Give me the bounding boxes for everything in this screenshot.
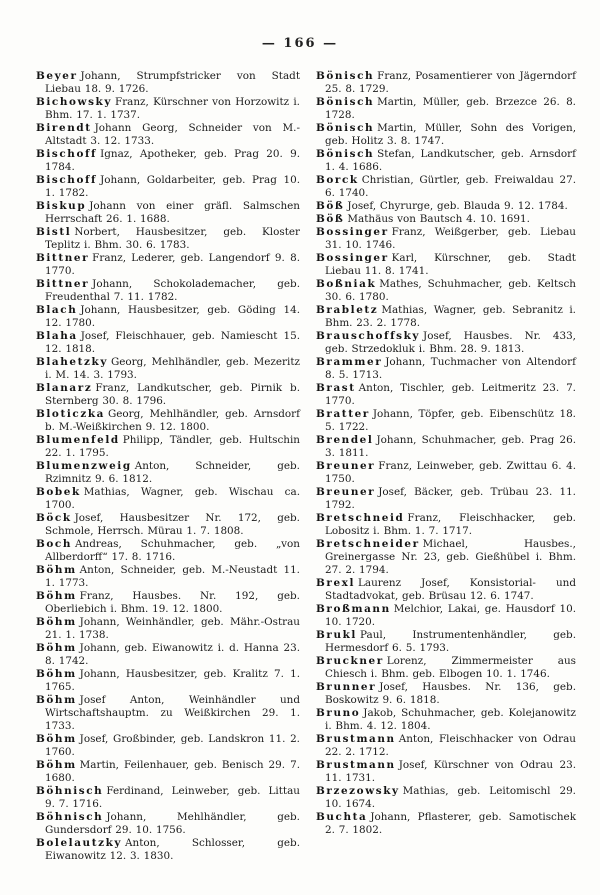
entry-details: Franz, Hausbes. Nr. 192, geb. Oberliebich i. Bhm. 19. 12. 1800. — [45, 590, 300, 615]
entry-details: Johann, Mehlhändler, geb. Gundersdorf 29. 10. 1756. — [45, 811, 300, 836]
entry-surname: Brabletz — [316, 304, 379, 316]
entry-details: Michael, Hausbes., Greinergasse Nr. 23, geb. Gießhübel i. Bhm. 27. 2. 1794. — [325, 538, 576, 576]
directory-entry — [316, 226, 576, 252]
entry-details: Johann Georg, Schneider von M.-Altstadt 3. 12. 1733. — [45, 122, 300, 147]
directory-entry — [36, 512, 300, 538]
entry-details: Johann, Schuhmacher, geb. Prag 26. 3. 1811. — [325, 434, 576, 459]
entry-details: Anton, Schlosser, geb. Eiwanowitz 12. 3. 1830. — [45, 837, 300, 862]
entry-details: Martin, Feilenhauer, geb. Benisch 29. 7. 1680. — [45, 759, 300, 784]
entry-surname: Bistl — [36, 226, 72, 238]
directory-entry — [316, 434, 576, 460]
entry-surname: Brast — [316, 382, 356, 394]
entry-surname: Böhm — [36, 616, 77, 628]
entry-surname: Brunner — [316, 681, 377, 693]
entry-surname: Breuner — [316, 460, 376, 472]
directory-entry — [36, 564, 300, 590]
page-number: — 166 — — [261, 36, 339, 51]
entry-details: Josef, Großbinder, geb. Landskron 11. 2. 1760. — [45, 733, 300, 758]
entry-details: Johann, Strumpfstricker von Stadt Liebau 18. 9. 1726. — [45, 70, 300, 95]
directory-entry — [316, 655, 576, 681]
entry-details: Mathias, Wagner, geb. Wischau ca. 1700. — [45, 486, 300, 511]
entry-details: Josef, Fleischhauer, geb. Namiescht 15. 12. 1818. — [45, 330, 300, 355]
directory-entry — [36, 200, 300, 226]
entry-details: Johann, Töpfer, geb. Eibenschütz 18. 5. 1722. — [325, 408, 576, 433]
entry-surname: Brustmann — [316, 759, 396, 771]
directory-entry — [316, 707, 576, 733]
directory-entry — [36, 356, 300, 382]
entry-details: Josef, Kürschner von Odrau 23. 11. 1731. — [325, 759, 576, 784]
entry-details: Anton, Tischler, geb. Leitmeritz 23. 7. 1770. — [325, 382, 576, 407]
entry-surname: Biskup — [36, 200, 87, 212]
directory-entry — [36, 408, 300, 434]
entry-surname: Böck — [36, 512, 72, 524]
directory-entry — [316, 785, 576, 811]
entry-surname: Bönisch — [316, 148, 375, 160]
entry-surname: Borck — [316, 174, 359, 186]
directory-entry — [36, 96, 300, 122]
entry-details: Ignaz, Apotheker, geb. Prag 20. 9. 1784. — [45, 148, 300, 173]
entry-surname: Bolelautzky — [36, 837, 123, 849]
directory-entry — [316, 577, 576, 603]
entry-surname: Beyer — [36, 70, 78, 82]
entry-details: Josef Anton, Weinhändler und Wirtschaftshauptm. zu Weißkirchen 29. 1. 1733. — [45, 694, 300, 732]
directory-entry — [36, 278, 300, 304]
directory-entry — [36, 148, 300, 174]
entry-surname: Brzezowsky — [316, 785, 400, 797]
directory-entry — [316, 681, 576, 707]
entry-surname: Brustmann — [316, 733, 396, 745]
directory-entry — [316, 330, 576, 356]
entry-details: Anton, Fleischhacker von Odrau 22. 2. 1712. — [325, 733, 576, 758]
entry-details: Karl, Kürschner, geb. Stadt Liebau 11. 8. 1741. — [325, 252, 576, 277]
entry-details: Johann, Pflasterer, geb. Samotischek 2. 7. 1802. — [325, 811, 576, 836]
directory-entry — [316, 200, 576, 213]
entry-surname: Birendt — [36, 122, 92, 134]
entry-surname: Böhm — [36, 564, 77, 576]
entry-surname: Bossinger — [316, 226, 389, 238]
entry-details: Johann, Goldarbeiter, geb. Prag 10. 1. 1782. — [45, 174, 300, 199]
entry-surname: Bretschneid — [316, 512, 405, 524]
entry-surname: Bruckner — [316, 655, 384, 667]
entry-surname: Bönisch — [316, 70, 375, 82]
entry-surname: Blaha — [36, 330, 78, 342]
entry-details: Franz, Leinweber, geb. Zwittau 6. 4. 1750. — [325, 460, 576, 485]
entry-details: Johann, Hausbesitzer, geb. Göding 14. 12. 1780. — [45, 304, 300, 329]
directory-entry — [316, 278, 576, 304]
entry-surname: Bittner — [36, 252, 90, 264]
entry-surname: Brukl — [316, 629, 357, 641]
directory-entry — [36, 616, 300, 642]
entry-surname: Breuner — [316, 486, 376, 498]
entry-details: Josef, Chyrurge, geb. Blauda 9. 12. 1784. — [347, 200, 568, 212]
entry-details: Johann, Hausbesitzer, geb. Kralitz 7. 1. 1765. — [45, 668, 300, 693]
entry-details: Paul, Instrumentenhändler, geb. Hermesdorf 6. 5. 1793. — [325, 629, 576, 654]
entry-surname: Blahetzky — [36, 356, 108, 368]
directory-entry — [316, 122, 576, 148]
directory-entry — [36, 759, 300, 785]
entry-details: Anton, Schneider, geb. M.-Neustadt 11. 1. 1773. — [45, 564, 300, 589]
entry-surname: Bretschneider — [316, 538, 420, 550]
directory-entry — [316, 811, 576, 837]
directory-entry — [36, 434, 300, 460]
directory-entry — [36, 330, 300, 356]
directory-entry — [316, 213, 576, 226]
entry-surname: Böß — [316, 213, 345, 225]
entry-surname: Böhm — [36, 590, 77, 602]
directory-entry — [36, 538, 300, 564]
entry-details: Johann, Tuchmacher von Altendorf 8. 5. 1713. — [325, 356, 576, 381]
directory-entry — [36, 785, 300, 811]
directory-entry — [36, 733, 300, 759]
directory-entry — [316, 629, 576, 655]
entry-surname: Boßniak — [316, 278, 377, 290]
directory-entry — [316, 96, 576, 122]
directory-entry — [316, 174, 576, 200]
entry-details: Johann von einer gräfl. Salmschen Herrschaft 26. 1. 1688. — [45, 200, 300, 225]
entry-surname: Böhnisch — [36, 785, 104, 797]
directory-entry — [36, 304, 300, 330]
entry-surname: Böß — [316, 200, 345, 212]
entry-details: Mathias, Wagner, geb. Sebranitz i. Bhm. 23. 2. 1778. — [325, 304, 576, 329]
entry-surname: Bönisch — [316, 122, 375, 134]
directory-entry — [316, 733, 576, 759]
entry-details: Josef, Hausbes. Nr. 433, geb. Strzedokluk i. Bhm. 28. 9. 1813. — [325, 330, 576, 355]
directory-entry — [36, 382, 300, 408]
directory-entry — [316, 759, 576, 785]
entry-details: Franz, Landkutscher, geb. Pirnik b. Sternberg 30. 8. 1796. — [45, 382, 300, 407]
entry-surname: Bichowsky — [36, 96, 112, 108]
entry-details: Mathias, geb. Leitomischl 29. 10. 1674. — [325, 785, 576, 810]
entry-details: Josef, Bäcker, geb. Trübau 23. 11. 1792. — [325, 486, 576, 511]
entry-details: Georg, Mehlhändler, geb. Arnsdorf b. M.-Weißkirchen 9. 12. 1800. — [45, 408, 300, 433]
entry-surname: Brauschoffsky — [316, 330, 421, 342]
entry-details: Martin, Müller, geb. Brzezce 26. 8. 1728. — [325, 96, 576, 121]
directory-entry — [316, 304, 576, 330]
left-column — [36, 70, 300, 863]
entry-surname: Bloticzka — [36, 408, 105, 420]
directory-entry — [36, 694, 300, 733]
directory-entry — [36, 590, 300, 616]
entry-details: Johann, geb. Eiwanowitz i. d. Hanna 23. 8. 1742. — [45, 642, 300, 667]
entry-surname: Bruno — [316, 707, 361, 719]
directory-entry — [316, 382, 576, 408]
directory-entry — [36, 837, 300, 863]
directory-entry — [316, 486, 576, 512]
entry-details: Franz, Lederer, geb. Langendorf 9. 8. 1770. — [45, 252, 300, 277]
entry-surname: Broßmann — [316, 603, 391, 615]
entry-details: Johann, Schokolademacher, geb. Freudenthal 7. 11. 1782. — [45, 278, 300, 303]
directory-entry — [316, 603, 576, 629]
entry-surname: Brammer — [316, 356, 383, 368]
entry-surname: Blanarz — [36, 382, 93, 394]
directory-entry — [36, 668, 300, 694]
directory-entry — [316, 538, 576, 577]
entry-details: Melchior, Lakai, ge. Hausdorf 10. 10. 1720. — [325, 603, 576, 628]
entry-details: Josef, Hausbesitzer Nr. 172, geb. Schmole, Herrsch. Mürau 1. 7. 1808. — [45, 512, 300, 537]
entry-details: Franz, Posamentierer von Jägerndorf 25. 8. 1729. — [325, 70, 576, 95]
entry-surname: Böhm — [36, 733, 77, 745]
entry-surname: Brexl — [316, 577, 356, 589]
directory-entry — [316, 356, 576, 382]
directory-entry — [316, 252, 576, 278]
directory-entry — [36, 174, 300, 200]
entry-surname: Blumenfeld — [36, 434, 120, 446]
directory-entry — [316, 408, 576, 434]
entry-details: Norbert, Hausbesitzer, geb. Kloster Teplitz i. Bhm. 30. 6. 1783. — [45, 226, 300, 251]
entry-details: Mathes, Schuhmacher, geb. Keltsch 30. 6. 1780. — [325, 278, 576, 303]
entry-surname: Boch — [36, 538, 72, 550]
entry-surname: Bobek — [36, 486, 81, 498]
directory-entry — [36, 70, 300, 96]
entry-details: Philipp, Tändler, geb. Hultschin 22. 1. 1795. — [45, 434, 300, 459]
entry-surname: Bischoff — [36, 148, 98, 160]
entry-surname: Bischoff — [36, 174, 98, 186]
entry-surname: Böhm — [36, 759, 77, 771]
entry-surname: Bratter — [316, 408, 370, 420]
entry-details: Georg, Mehlhändler, geb. Mezeritz i. M. 14. 3. 1793. — [45, 356, 300, 381]
directory-entry — [316, 460, 576, 486]
entry-details: Johann, Weinhändler, geb. Mähr.-Ostrau 21. 1. 1738. — [45, 616, 300, 641]
directory-entry — [316, 512, 576, 538]
entry-surname: Bossinger — [316, 252, 389, 264]
entry-surname: Brendel — [316, 434, 374, 446]
entry-details: Martin, Müller, Sohn des Vorigen, geb. Holitz 3. 8. 1747. — [325, 122, 576, 147]
entry-surname: Bittner — [36, 278, 90, 290]
entry-surname: Böhnisch — [36, 811, 104, 823]
entry-details: Andreas, Schuhmacher, geb. „von Allberdorff“ 17. 8. 1716. — [45, 538, 300, 563]
entry-details: Lorenz, Zimmermeister aus Chiesch i. Bhm. geb. Elbogen 10. 1. 1746. — [325, 655, 576, 680]
entry-surname: Böhm — [36, 694, 77, 706]
entry-details: Josef, Hausbes. Nr. 136, geb. Boskowitz 9. 6. 1818. — [325, 681, 576, 706]
entry-details: Christian, Gürtler, geb. Freiwaldau 27. 6. 1740. — [325, 174, 576, 199]
entry-details: Jakob, Schuhmacher, geb. Kolejanowitz i. Bhm. 4. 12. 1804. — [325, 707, 576, 732]
entry-details: Ferdinand, Leinweber, geb. Littau 9. 7. 1716. — [45, 785, 300, 810]
entry-surname: Böhm — [36, 668, 77, 680]
entry-surname: Blach — [36, 304, 78, 316]
entry-surname: Bönisch — [316, 96, 375, 108]
directory-entry — [36, 486, 300, 512]
directory-entry — [316, 148, 576, 174]
entry-details: Mathäus von Bautsch 4. 10. 1691. — [347, 213, 530, 225]
entry-surname: Blumenzweig — [36, 460, 132, 472]
entry-details: Anton, Schneider, geb. Rzimnitz 9. 6. 1812. — [45, 460, 300, 485]
entry-details: Franz, Kürschner von Horzowitz i. Bhm. 17. 1. 1737. — [45, 96, 300, 121]
directory-entry — [36, 642, 300, 668]
entry-surname: Böhm — [36, 642, 77, 654]
entry-surname: Buchta — [316, 811, 368, 823]
directory-entry — [36, 226, 300, 252]
right-column — [316, 70, 576, 837]
entry-details: Franz, Fleischhacker, geb. Lobositz i. Bhm. 1. 7. 1717. — [325, 512, 576, 537]
directory-entry — [36, 252, 300, 278]
directory-entry — [36, 122, 300, 148]
directory-entry — [36, 811, 300, 837]
directory-entry — [36, 460, 300, 486]
directory-entry — [316, 70, 576, 96]
entry-details: Franz, Weißgerber, geb. Liebau 31. 10. 1746. — [325, 226, 576, 251]
entry-details: Laurenz Josef, Konsistorial- und Stadtadvokat, geb. Brüsau 12. 6. 1747. — [325, 577, 576, 602]
entry-details: Stefan, Landkutscher, geb. Arnsdorf 1. 4. 1686. — [325, 148, 576, 173]
